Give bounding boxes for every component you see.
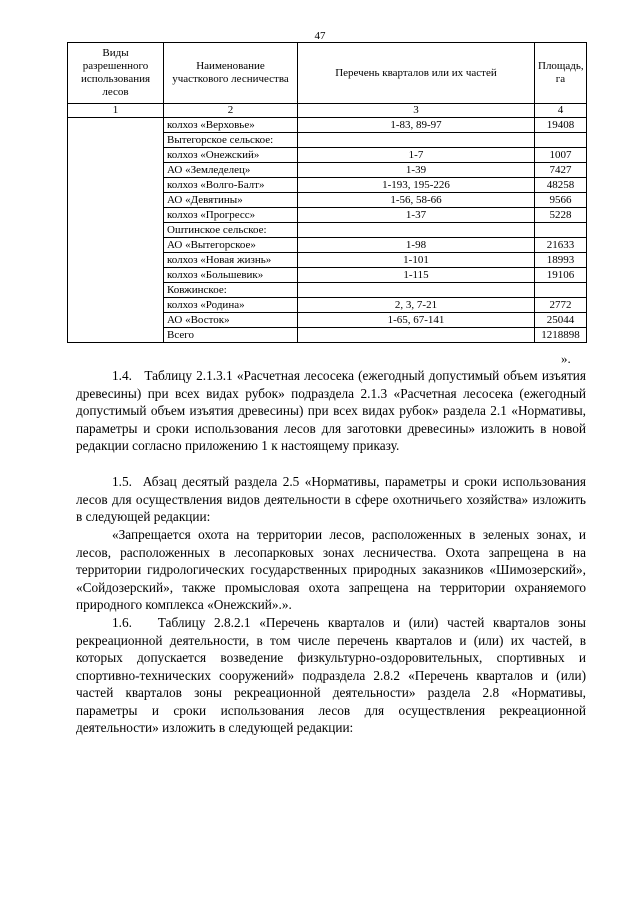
table-row	[68, 118, 587, 133]
forestry-name-cell: колхоз «Новая жизнь»	[164, 253, 298, 268]
usage-type-cell	[68, 118, 164, 343]
forestry-name-cell: колхоз «Верховье»	[164, 118, 298, 133]
forestry-name-cell: АО «Восток»	[164, 313, 298, 328]
column-number: 1	[68, 104, 164, 118]
quarters-cell	[298, 328, 535, 343]
area-cell	[535, 283, 587, 298]
header-forestry-name: Наименование участкового лесничества	[164, 43, 298, 104]
forestry-name-cell: Ковжинское:	[164, 283, 298, 298]
forestry-name-cell: АО «Вытегорское»	[164, 238, 298, 253]
forest-quarters-table	[67, 42, 587, 343]
quarters-cell: 1-39	[298, 163, 535, 178]
area-cell: 19408	[535, 118, 587, 133]
area-cell: 21633	[535, 238, 587, 253]
page-number: 47	[314, 30, 326, 42]
forestry-name-cell: Вытегорское сельское:	[164, 133, 298, 148]
paragraph-1-5	[76, 473, 586, 526]
quarters-cell: 1-98	[298, 238, 535, 253]
total-area-cell: 1218898	[535, 328, 587, 343]
paragraph-text: 1.5. Абзац десятый раздела 2.5 «Нормативы, параметры и сроки использования лесов для осуществления видов деятельности в сфере охотничьего хозяйства» изложить в следующей редакции:	[76, 474, 586, 524]
forestry-name-cell: АО «Девятины»	[164, 193, 298, 208]
forestry-name-cell: колхоз «Онежский»	[164, 148, 298, 163]
header-area: Площадь, га	[535, 43, 587, 104]
quarters-cell: 2, 3, 7-21	[298, 298, 535, 313]
area-cell: 19106	[535, 268, 587, 283]
area-cell	[535, 223, 587, 238]
quarters-cell: 1-7	[298, 148, 535, 163]
forestry-name-cell: колхоз «Прогресс»	[164, 208, 298, 223]
header-quarters-list: Перечень кварталов или их частей	[298, 43, 535, 104]
area-cell	[535, 133, 587, 148]
quarters-cell: 1-65, 67-141	[298, 313, 535, 328]
forestry-name-cell: Оштинское сельское:	[164, 223, 298, 238]
quarters-cell: 1-83, 89-97	[298, 118, 535, 133]
area-cell: 9566	[535, 193, 587, 208]
column-number: 4	[535, 104, 587, 118]
closing-quote: ».	[561, 351, 571, 366]
table-header-row	[68, 43, 587, 104]
area-cell: 5228	[535, 208, 587, 223]
forestry-name-cell: колхоз «Волго-Балт»	[164, 178, 298, 193]
quarters-cell: 1-115	[298, 268, 535, 283]
forestry-name-cell: колхоз «Большевик»	[164, 268, 298, 283]
quarters-cell	[298, 223, 535, 238]
table-column-numbers-row	[68, 104, 587, 118]
area-cell: 7427	[535, 163, 587, 178]
column-number: 2	[164, 104, 298, 118]
column-number: 3	[298, 104, 535, 118]
paragraph-1-4	[76, 367, 586, 455]
paragraph-text: «Запрещается охота на территории лесов, расположенных в зеленых зонах, и лесов, расположенных в лесопарковых зонах лесничества. Охота запрещена в на территории гидрологических государственных природных заказников «Шимозерский», «Сойдозерский», также промысловая охота запрещена на территории охраняемого природного комплекса «Онежский».».	[76, 527, 586, 612]
paragraph-quote	[76, 526, 586, 614]
quarters-cell	[298, 133, 535, 148]
header-usage-types: Виды разрешенного использования лесов	[68, 43, 164, 104]
forestry-name-cell: колхоз «Родина»	[164, 298, 298, 313]
paragraph-text: 1.4. Таблицу 2.1.3.1 «Расчетная лесосека (ежегодный допустимый объем изъятия древесины) при всех видах рубок» подраздела 2.1.3 «Расчетная лесосека (ежегодный допустимый объем изъятия древесины) при всех видах рубок» раздела 2.1 «Нормативы, параметры и сроки использования лесов для заготовки древесины» изложить в новой редакции согласно приложению 1 к настоящему приказу.	[76, 368, 586, 453]
area-cell: 25044	[535, 313, 587, 328]
forestry-name-cell: АО «Земледелец»	[164, 163, 298, 178]
area-cell: 1007	[535, 148, 587, 163]
quarters-cell: 1-193, 195-226	[298, 178, 535, 193]
quarters-cell	[298, 283, 535, 298]
paragraph-text: 1.6. Таблицу 2.8.2.1 «Перечень кварталов и (или) частей кварталов зоны рекреационной деятельности, в том числе перечень кварталов и (или) их частей, в которых допускается возведение физкультурно-оздоровительных, спортивных и спортивно-технических сооружений» подраздела 2.8.2 «Перечень кварталов и (или) частей кварталов зоны рекреационной деятельности» раздела 2.8 «Нормативы, параметры и сроки использования лесов для осуществления рекреационной деятельности» изложить в следующей редакции:	[76, 615, 586, 735]
area-cell: 48258	[535, 178, 587, 193]
area-cell: 18993	[535, 253, 587, 268]
quarters-cell: 1-56, 58-66	[298, 193, 535, 208]
forestry-name-cell: Всего	[164, 328, 298, 343]
quarters-cell: 1-101	[298, 253, 535, 268]
quarters-cell: 1-37	[298, 208, 535, 223]
paragraph-1-6	[76, 614, 586, 737]
area-cell: 2772	[535, 298, 587, 313]
